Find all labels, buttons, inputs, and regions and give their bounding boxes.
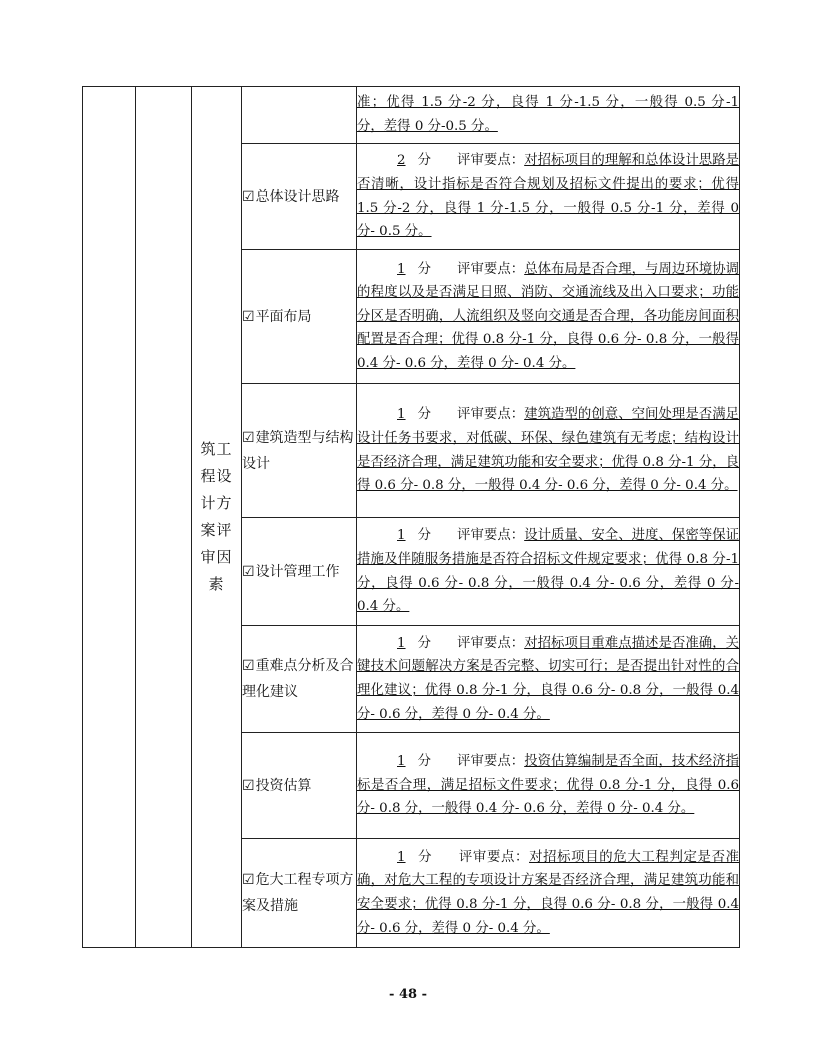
score-value: 1	[397, 849, 406, 865]
criteria-text: 投资估算编制是否全面，技术经济指标是否合理，满足招标文件要求；优得 0.8 分-1 分，良得 0.6 分- 0.8 分，一般得 0.4 分- 0.6 分，差得 0 分- 0.4 分。	[357, 754, 740, 817]
score-value: 1	[397, 528, 406, 544]
item-name: 重难点分析及合理化建议	[242, 658, 354, 700]
criteria-cell	[357, 250, 740, 384]
score-unit: 分	[417, 407, 431, 423]
score-value: 1	[397, 635, 406, 651]
criteria-cell	[357, 733, 740, 839]
checkbox-checked-icon: ☑	[242, 563, 255, 580]
criteria-cell	[357, 839, 740, 948]
checkbox-checked-icon: ☑	[242, 777, 255, 794]
score-unit: 分	[417, 754, 431, 770]
review-label: 评审要点：	[457, 407, 525, 423]
item-name: 建筑造型与结构设计	[242, 429, 354, 472]
category-line: 计方	[200, 494, 233, 512]
item-name: 投资估算	[255, 777, 312, 794]
item-cell	[242, 144, 357, 250]
criteria-text: 对招标项目的危大工程判定是否准确，对危大工程的专项设计方案是否经济合理，满足建筑功能和安全要求；优得 0.8 分-1 分，良得 0.6 分- 0.8 分，一般得 0.4 分- 0.6 分，差得 0 分- 0.4 分。	[357, 849, 739, 936]
review-label: 评审要点：	[458, 849, 530, 865]
category-line: 筑工	[200, 440, 233, 458]
blank-column-2	[136, 87, 192, 948]
score-value: 1	[397, 754, 406, 770]
checkbox-checked-icon: ☑	[242, 188, 255, 205]
score-unit: 分	[417, 528, 431, 544]
score-unit: 分	[417, 849, 433, 865]
review-label: 评审要点：	[457, 261, 525, 277]
review-label: 评审要点：	[457, 528, 525, 544]
score-value: 1	[397, 407, 406, 423]
category-line: 程设	[200, 467, 233, 485]
criteria-cell	[357, 87, 740, 144]
criteria-cell	[357, 384, 740, 518]
evaluation-table	[82, 86, 740, 948]
criteria-text: 准；优得 1.5 分-2 分，良得 1 分-1.5 分，一般得 0.5 分-1 分，差得 0 分-0.5 分。	[357, 95, 739, 134]
item-name: 平面布局	[255, 308, 312, 325]
checkbox-checked-icon: ☑	[242, 308, 255, 325]
item-cell	[242, 626, 357, 733]
criteria-cell	[357, 518, 740, 626]
category-cell	[192, 87, 242, 948]
checkbox-checked-icon: ☑	[242, 872, 255, 888]
score-unit: 分	[417, 153, 431, 169]
checkbox-checked-icon: ☑	[242, 658, 255, 674]
criteria-text: 总体布局是否合理，与周边环境协调的程度以及是否满足日照、消防、交通流线及出入口要求；功能分区是否明确，人流组织及竖向交通是否合理，各功能房间面积配置是否合理；优得 0.8 分-1 分，良得 0.6 分- 0.8 分，一般得 0.4 分- 0.6 分，差得 0 分- 0.4 分。	[357, 261, 740, 371]
score-unit: 分	[417, 635, 431, 651]
criteria-cell	[357, 626, 740, 733]
criteria-cell	[357, 144, 740, 250]
page-number: - 48 -	[389, 987, 427, 1002]
category-line: 案评	[200, 521, 233, 539]
checkbox-checked-icon: ☑	[242, 429, 255, 446]
category-line: 审因	[200, 548, 233, 566]
item-name: 危大工程专项方案及措施	[242, 872, 354, 914]
item-name: 总体设计思路	[255, 188, 340, 205]
criteria-text: 对招标项目重难点描述是否准确，关键技术问题解决方案是否完整、切实可行；是否提出针对性的合理化建议；优得 0.8 分-1 分，良得 0.6 分- 0.8 分，一般得 0.4 分- 0.6 分，差得 0 分- 0.4 分。	[357, 635, 740, 722]
score-value: 2	[397, 153, 406, 169]
review-label: 评审要点：	[457, 754, 525, 770]
criteria-text: 对招标项目的理解和总体设计思路是否清晰，设计指标是否符合规划及招标文件提出的要求；优得 1.5 分-2 分，良得 1 分-1.5 分，一般得 0.5 分-1 分，差得 0 分- 0.5 分。	[357, 153, 740, 240]
criteria-text: 设计质量、安全、进度、保密等保证措施及伴随服务措施是否符合招标文件规定要求；优得 0.8 分-1 分，良得 0.6 分- 0.8 分，一般得 0.4 分- 0.6 分，差得 0 分- 0.4 分。	[357, 528, 740, 615]
blank-column-1	[83, 87, 136, 948]
item-cell	[242, 384, 357, 518]
review-label: 评审要点：	[457, 635, 525, 651]
item-cell-empty	[242, 87, 357, 144]
item-cell	[242, 518, 357, 626]
item-cell	[242, 250, 357, 384]
score-value: 1	[397, 261, 406, 277]
review-label: 评审要点：	[457, 153, 525, 169]
item-name: 设计管理工作	[255, 563, 340, 580]
category-line: 素	[208, 575, 225, 593]
item-cell	[242, 733, 357, 839]
score-unit: 分	[417, 261, 431, 277]
item-cell	[242, 839, 357, 948]
criteria-text: 建筑造型的创意、空间处理是否满足设计任务书要求，对低碳、环保、绿色建筑有无考虑；结构设计是否经济合理，满足建筑功能和安全要求；优得 0.8 分-1 分，良得 0.6 分- 0.8 分，一般得 0.4 分- 0.6 分，差得 0 分- 0.4 分。	[357, 407, 740, 494]
